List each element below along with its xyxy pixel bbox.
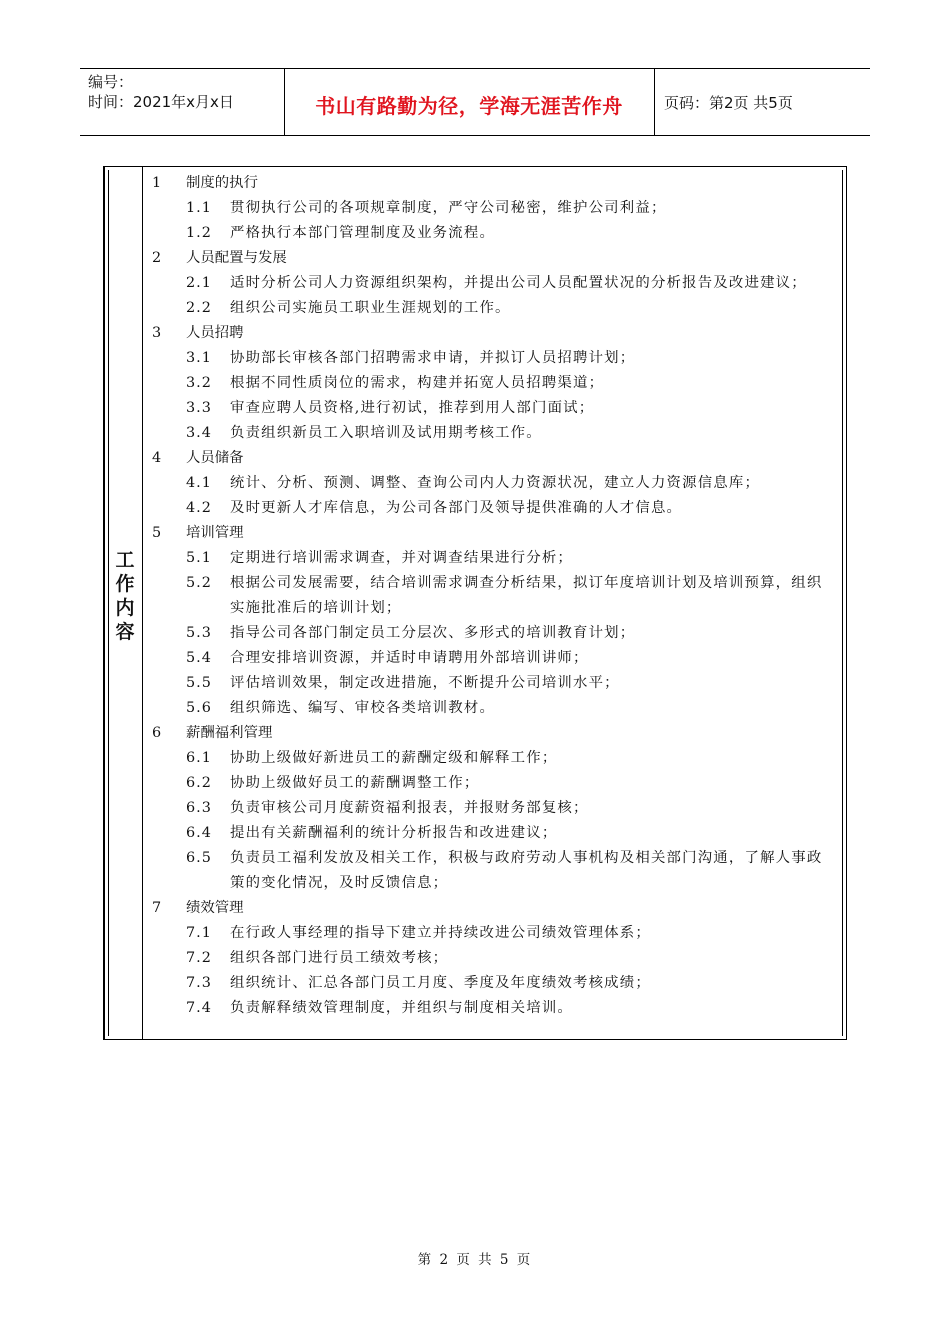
item-text: 组织各部门进行员工绩效考核； [230,950,449,966]
list-item [152,346,838,371]
item-number: 3.3 [186,400,212,416]
item-number: 6.3 [186,800,212,816]
item-text: 在行政人事经理的指导下建立并持续改进公司绩效管理体系； [230,925,651,941]
header-top-rule [80,68,870,69]
section-heading [152,896,838,921]
section-number: 6 [152,725,162,741]
item-text: 提出有关薪酬福利的统计分析报告和改进建议； [230,825,558,841]
list-item [152,846,838,896]
item-text: 根据不同性质岗位的需求，构建并拓宽人员招聘渠道； [230,375,605,391]
side-label-char: 工 [115,549,135,571]
item-text: 组织统计、汇总各部门员工月度、季度及年度绩效考核成绩； [230,975,651,991]
list-item [152,696,838,721]
work-content-label [109,548,141,644]
item-number: 7.1 [186,925,212,941]
item-number: 5.2 [186,575,212,591]
item-number: 7.2 [186,950,212,966]
item-number: 2.2 [186,300,212,316]
item-text: 负责组织新员工入职培训及试用期考核工作。 [230,425,542,441]
list-item [152,746,838,771]
header-bottom-rule [80,135,870,136]
list-item [152,196,838,221]
section-title: 人员配置与发展 [186,250,287,266]
section-title: 薪酬福利管理 [186,725,273,741]
item-number: 3.4 [186,425,212,441]
list-item [152,496,838,521]
section-number: 2 [152,250,162,266]
item-number: 7.3 [186,975,212,991]
side-label-char: 内 [115,597,135,619]
list-item [152,946,838,971]
table-column-divider [142,166,143,1040]
section-number: 1 [152,175,162,191]
list-item [152,621,838,646]
section-title: 绩效管理 [186,900,244,916]
item-number: 5.1 [186,550,212,566]
item-text: 组织筛选、编写、审校各类培训教材。 [230,700,496,716]
header-divider-right [654,68,655,135]
header-divider-left [284,68,285,135]
section-number: 5 [152,525,162,541]
section-title: 培训管理 [186,525,244,541]
item-number: 6.5 [186,850,212,866]
list-item [152,296,838,321]
item-number: 6.4 [186,825,212,841]
header-motto: 书山有路勤为径，学海无涯苦作舟 [315,94,623,118]
serial-label: 编号： [88,73,134,91]
item-number: 3.2 [186,375,212,391]
list-item [152,646,838,671]
list-item [152,971,838,996]
table-double-border-right [842,170,843,1036]
list-item [152,271,838,296]
item-text: 严格执行本部门管理制度及业务流程。 [230,225,496,241]
work-content-list [152,171,838,1021]
item-text: 及时更新人才库信息，为公司各部门及领导提供准确的人才信息。 [230,500,683,516]
section-heading [152,321,838,346]
item-number: 7.4 [186,1000,212,1016]
side-label-char: 作 [115,573,135,595]
list-item [152,546,838,571]
section-heading [152,721,838,746]
item-text: 根据公司发展需要，结合培训需求调查分析结果，拟订年度培训计划及培训预算，组织实施批准后的培训计划； [230,575,823,616]
item-number: 4.2 [186,500,212,516]
item-number: 2.1 [186,275,212,291]
section-title: 人员招聘 [186,325,244,341]
item-text: 评估培训效果，制定改进措施，不断提升公司培训水平； [230,675,620,691]
item-text: 指导公司各部门制定员工分层次、多形式的培训教育计划； [230,625,636,641]
item-text: 负责解释绩效管理制度，并组织与制度相关培训。 [230,1000,573,1016]
item-text: 协助上级做好新进员工的薪酬定级和解释工作； [230,750,558,766]
item-text: 负责员工福利发放及相关工作，积极与政府劳动人事机构及相关部门沟通，了解人事政策的变化情况，及时反馈信息； [230,850,823,891]
section-heading [152,521,838,546]
section-heading [152,446,838,471]
list-item [152,396,838,421]
item-text: 协助部长审核各部门招聘需求申请，并拟订人员招聘计划； [230,350,636,366]
list-item [152,996,838,1021]
item-text: 贯彻执行公司的各项规章制度，严守公司秘密，维护公司利益； [230,200,667,216]
item-text: 适时分析公司人力资源组织架构，并提出公司人员配置状况的分析报告及改进建议； [230,275,807,291]
item-text: 合理安排培训资源，并适时申请聘用外部培训讲师； [230,650,589,666]
list-item [152,796,838,821]
item-number: 1.2 [186,225,212,241]
section-title: 制度的执行 [186,175,258,191]
time-label: 时间：2021年x月x日 [88,93,234,111]
item-text: 协助上级做好员工的薪酬调整工作； [230,775,480,791]
item-number: 6.2 [186,775,212,791]
section-heading [152,246,838,271]
section-title: 人员储备 [186,450,244,466]
item-text: 定期进行培训需求调查，并对调查结果进行分析； [230,550,573,566]
item-text: 统计、分析、预测、调整、查询公司内人力资源状况，建立人力资源信息库； [230,475,761,491]
item-text: 组织公司实施员工职业生涯规划的工作。 [230,300,511,316]
item-number: 5.5 [186,675,212,691]
item-number: 5.3 [186,625,212,641]
side-label-char: 容 [115,621,135,643]
section-heading [152,171,838,196]
list-item [152,371,838,396]
item-number: 1.1 [186,200,212,216]
list-item [152,221,838,246]
header-page-info: 页码：第2页 共5页 [664,94,793,112]
page-footer: 第 2 页 共 5 页 [417,1252,533,1268]
item-number: 5.4 [186,650,212,666]
item-number: 4.1 [186,475,212,491]
list-item [152,471,838,496]
item-text: 审查应聘人员资格,进行初试，推荐到用人部门面试； [230,400,595,416]
section-number: 7 [152,900,162,916]
header-meta [88,72,234,112]
list-item [152,771,838,796]
item-number: 5.6 [186,700,212,716]
item-number: 6.1 [186,750,212,766]
section-number: 4 [152,450,162,466]
list-item [152,421,838,446]
section-number: 3 [152,325,162,341]
list-item [152,921,838,946]
item-number: 3.1 [186,350,212,366]
item-text: 负责审核公司月度薪资福利报表，并报财务部复核； [230,800,589,816]
list-item [152,571,838,621]
list-item [152,671,838,696]
list-item [152,821,838,846]
